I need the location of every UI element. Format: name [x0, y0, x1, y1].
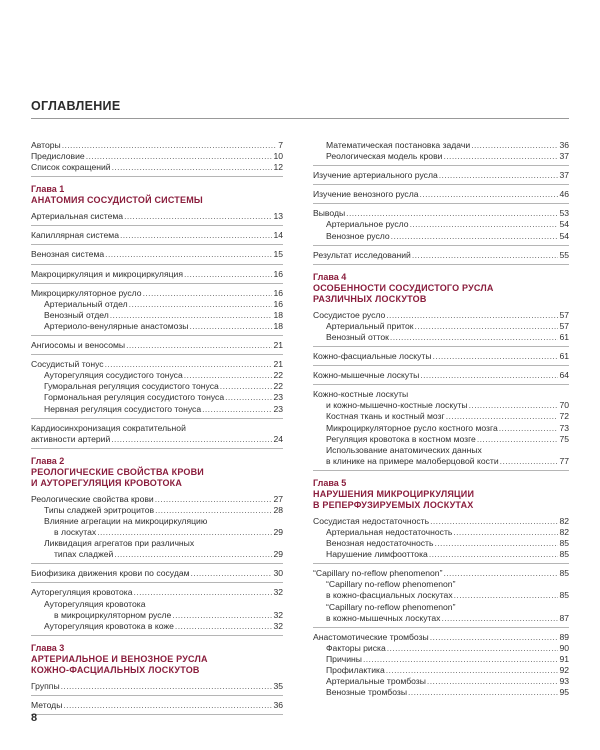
toc-entry[interactable]: активности артерий ..... 24 [31, 434, 283, 445]
toc-right-column [313, 140, 569, 705]
toc-subentry[interactable]: Венозные тромбозы ..... 95 [313, 687, 569, 698]
toc-subentry[interactable]: Ауторегуляция сосудистого тонуса ..... 22 [31, 370, 283, 381]
toc-group [313, 568, 569, 627]
toc-subentry[interactable]: в кожно-мышечных лоскутах ..... 87 [313, 613, 569, 624]
toc-entry[interactable]: Венозная система ..... 15 [31, 249, 283, 260]
chapter-heading-5[interactable]: Глава 5 НАРУШЕНИЯ МИКРОЦИРКУЛЯЦИИ В РЕПЕРФУЗИРУЕМЫХ ЛОСКУТАХ [313, 477, 475, 510]
toc-subentry-line[interactable]: Влияние агрегации на микроциркуляцию [44, 515, 208, 526]
toc-subentry-line[interactable]: Ликвидация агрегатов при различных [44, 538, 195, 549]
toc-subentry[interactable]: Артериальная недостаточность ..... 82 [313, 527, 569, 538]
toc-entry[interactable]: Капиллярная система ..... 14 [31, 230, 283, 241]
toc-entry[interactable]: Выводы ..... 53 [313, 208, 569, 219]
toc-group [313, 250, 569, 265]
toc-subentry[interactable]: Гормональная регуляция сосудистого тонуса ..... 23 [31, 392, 283, 403]
toc-subentry[interactable]: Причины ..... 91 [313, 654, 569, 665]
toc-subentry[interactable]: Реологическая модель крови ..... 37 [313, 151, 569, 162]
toc-group-intro [31, 140, 283, 177]
toc-entry[interactable]: “Capillary no-reflow phenomenon” ..... 85 [313, 568, 569, 579]
toc-entry[interactable]: Сосудистая недостаточность ..... 82 [313, 516, 569, 527]
toc-group [31, 681, 283, 696]
toc-subentry[interactable]: Костная ткань и костный мозг ..... 72 [313, 411, 569, 422]
toc-group [31, 230, 283, 245]
toc-group [313, 310, 569, 347]
toc-group [31, 423, 283, 449]
toc-entry[interactable]: Биофизика движения крови по сосудам ..... 30 [31, 568, 283, 579]
toc-subentry[interactable]: Типы сладжей эритроцитов ..... 28 [31, 505, 283, 516]
toc-subentry[interactable]: в клинике на примере малоберцовой кости ..... 77 [313, 456, 569, 467]
toc-group [313, 632, 569, 702]
toc-subentry[interactable]: Артериальное русло ..... 54 [313, 219, 569, 230]
toc-subentry-line[interactable]: Использование анатомических данных [326, 444, 482, 455]
toc-subentry[interactable]: Венозный отток ..... 61 [313, 332, 569, 343]
chapter-heading-2[interactable]: Глава 2 РЕОЛОГИЧЕСКИЕ СВОЙСТВА КРОВИ И АУТОРЕГУЛЯЦИЯ КРОВОТОКА [31, 455, 204, 488]
toc-group [31, 587, 283, 635]
toc-entry[interactable]: Группы ..... 35 [31, 681, 283, 692]
toc-entry[interactable]: Предисловие ..... 10 [31, 151, 283, 162]
toc-subentry[interactable]: в микроциркуляторном русле ..... 32 [31, 610, 283, 621]
toc-group [313, 516, 569, 564]
toc-subentry[interactable]: Регуляция кровотока в костном мозге ..... 75 [313, 434, 569, 445]
page-number: 8 [31, 712, 38, 724]
toc-entry-line[interactable]: Кожно-костные лоскуты [313, 389, 409, 400]
toc-entry[interactable]: Анастомотические тромбозы ..... 89 [313, 632, 569, 643]
toc-group [313, 189, 569, 204]
toc-group [313, 370, 569, 385]
toc-subentry[interactable]: Факторы риска ..... 90 [313, 643, 569, 654]
toc-subentry[interactable]: Артериальный приток ..... 57 [313, 321, 569, 332]
toc-subentry[interactable]: Венозное русло ..... 54 [313, 231, 569, 242]
toc-entry[interactable]: Кожно-мышечные лоскуты ..... 64 [313, 370, 569, 381]
toc-group [313, 351, 569, 366]
toc-group [313, 389, 569, 471]
toc-group [31, 249, 283, 264]
toc-subentry[interactable]: Профилактика ..... 92 [313, 665, 569, 676]
toc-group [31, 269, 283, 284]
toc-group [313, 170, 569, 185]
toc-entry[interactable]: Результат исследований ..... 55 [313, 250, 569, 261]
toc-subentry[interactable]: Ауторегуляция кровотока в коже ..... 32 [31, 621, 283, 632]
toc-group [313, 208, 569, 245]
toc-subentry[interactable]: Венозная недостаточность ..... 85 [313, 538, 569, 549]
toc-entry-line[interactable]: Кардиосинхронизация сократительной [31, 422, 186, 433]
toc-entry[interactable]: Изучение артериального русла ..... 37 [313, 170, 569, 181]
toc-subentry[interactable]: Венозный отдел ..... 18 [31, 310, 283, 321]
toc-entry[interactable]: Ангиосомы и веносомы ..... 21 [31, 340, 283, 351]
toc-subentry[interactable]: Гуморальная регуляция сосудистого тонуса ..... 22 [31, 381, 283, 392]
toc-entry[interactable]: Макроциркуляция и микроциркуляция ..... 16 [31, 269, 283, 280]
toc-entry[interactable]: Методы ..... 36 [31, 700, 283, 711]
toc-subentry-line[interactable]: Ауторегуляция кровотока [44, 598, 146, 609]
toc-entry[interactable]: Список сокращений ..... 12 [31, 162, 283, 173]
toc-subentry[interactable]: Нервная регуляция сосудистого тонуса ..... 23 [31, 404, 283, 415]
toc-group [31, 494, 283, 565]
toc-subentry[interactable]: Артериоло-венулярные анастомозы ..... 18 [31, 321, 283, 332]
toc-group [31, 340, 283, 355]
toc-entry[interactable]: Реологические свойства крови ..... 27 [31, 494, 283, 505]
chapter-heading-1[interactable]: Глава 1 АНАТОМИЯ СОСУДИСТОЙ СИСТЕМЫ [31, 184, 203, 206]
toc-subentry[interactable]: Математическая постановка задачи ..... 36 [313, 140, 569, 151]
toc-subentry-line[interactable]: “Capillary no-reflow phenomenon” [326, 601, 456, 612]
toc-subentry[interactable]: Артериальные тромбозы ..... 93 [313, 676, 569, 687]
chapter-heading-3[interactable]: Глава 3 АРТЕРИАЛЬНОЕ И ВЕНОЗНОЕ РУСЛА КОЖНО-ФАСЦИАЛЬНЫХ ЛОСКУТОВ [31, 642, 208, 675]
title-divider [31, 118, 569, 119]
toc-entry[interactable]: Сосудистый тонус ..... 21 [31, 359, 283, 370]
toc-entry[interactable]: Авторы ..... 7 [31, 140, 283, 151]
toc-subentry[interactable]: Микроциркуляторное русло костного мозга ..... 73 [313, 423, 569, 434]
toc-entry[interactable]: Сосудистое русло ..... 57 [313, 310, 569, 321]
chapter-heading-4[interactable]: Глава 4 ОСОБЕННОСТИ СОСУДИСТОГО РУСЛА РАЗЛИЧНЫХ ЛОСКУТОВ [313, 271, 494, 304]
toc-group [31, 359, 283, 418]
toc-entry[interactable]: Ауторегуляция кровотока ..... 32 [31, 587, 283, 598]
toc-entry[interactable]: Кожно-фасциальные лоскуты ..... 61 [313, 351, 569, 362]
toc-group [31, 568, 283, 583]
toc-subentry[interactable]: Артериальный отдел ..... 16 [31, 299, 283, 310]
toc-group [31, 211, 283, 226]
toc-group [313, 140, 569, 166]
page-title: ОГЛАВЛЕНИЕ [31, 99, 121, 113]
toc-subentry[interactable]: в кожно-фасциальных лоскутах ..... 85 [313, 590, 569, 601]
toc-subentry-line[interactable]: “Capillary no-reflow phenomenon” [326, 579, 456, 590]
toc-left-column [31, 140, 283, 719]
toc-entry[interactable]: Изучение венозного русла ..... 46 [313, 189, 569, 200]
toc-subentry[interactable]: Нарушение лимфооттока ..... 85 [313, 549, 569, 560]
toc-entry[interactable]: Микроциркуляторное русло ..... 16 [31, 288, 283, 299]
toc-entry[interactable]: и кожно-мышечно-костные лоскуты ..... 70 [313, 400, 569, 411]
toc-group [31, 288, 283, 336]
toc-subentry[interactable]: типах сладжей ..... 29 [31, 549, 283, 560]
toc-subentry[interactable]: в лоскутах ..... 29 [31, 527, 283, 538]
toc-entry[interactable]: Артериальная система ..... 13 [31, 211, 283, 222]
toc-group [31, 700, 283, 715]
